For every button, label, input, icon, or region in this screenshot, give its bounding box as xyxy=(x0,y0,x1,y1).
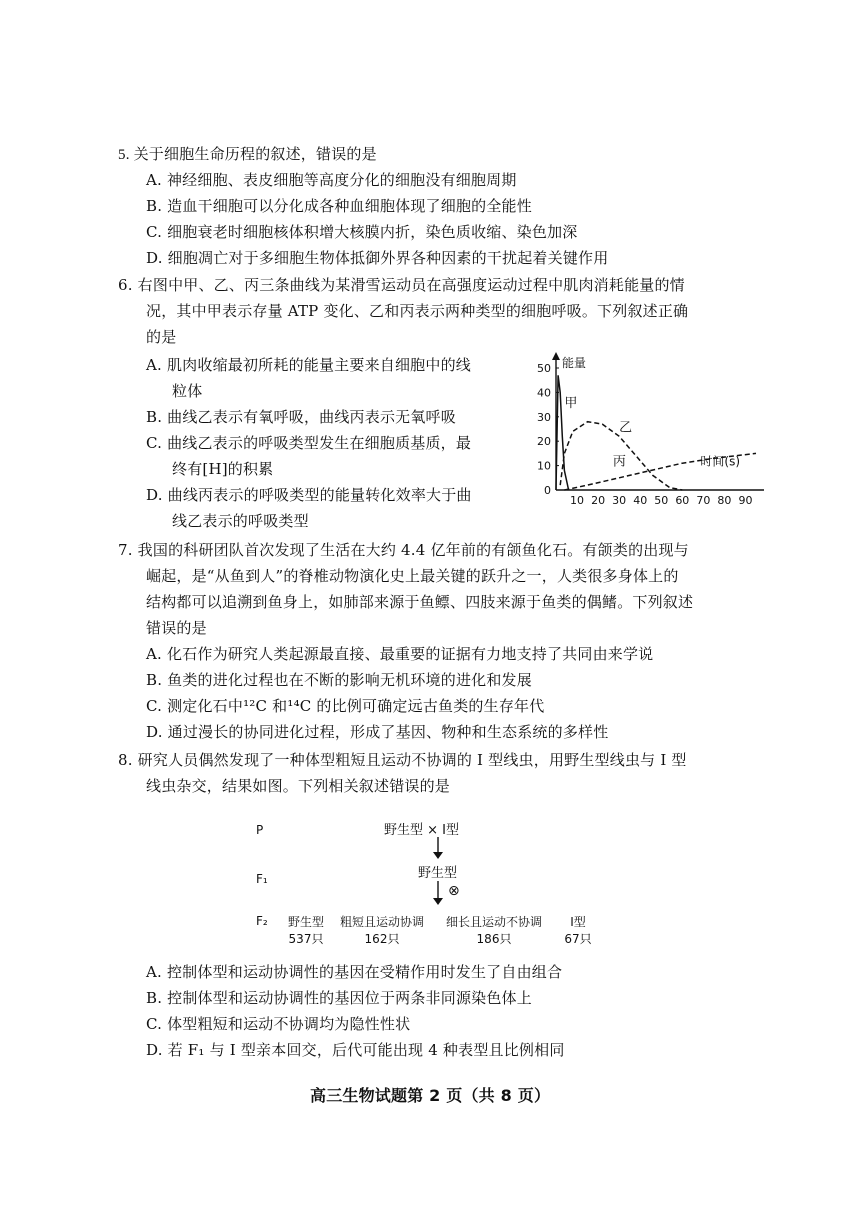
q6-stem-line-1: 6. 右图中甲、乙、丙三条曲线为某滑雪运动员在高强度运动过程中肌肉消耗能量的情 xyxy=(118,276,685,294)
x-axis-label: 时间(s) xyxy=(700,454,741,469)
y-tick-label: 10 xyxy=(537,459,551,473)
f2-count: 67只 xyxy=(564,932,592,946)
series-label: 甲 xyxy=(564,396,578,412)
q7-stem-line-1: 7. 我国的科研团队首次发现了生活在大约 4.4 亿年前的有颌鱼化石。有颌类的出现与 xyxy=(118,541,689,559)
y-tick-label: 20 xyxy=(537,435,551,449)
f2-count: 537只 xyxy=(288,932,324,946)
q7-option-b: B. 鱼类的进化过程也在不断的影响无机环境的进化和发展 xyxy=(146,671,532,689)
f2-class xyxy=(332,913,432,947)
y-tick-label: 40 xyxy=(537,386,551,400)
arrow-head-f1-to-f2 xyxy=(433,898,443,905)
f2-count: 186只 xyxy=(476,932,512,946)
q8-option-d: D. 若 F₁ 与 Ⅰ 型亲本回交，后代可能出现 4 种表型且比例相同 xyxy=(146,1041,565,1059)
x-tick-label: 10 xyxy=(570,494,585,507)
parent-cross: 野生型 × Ⅰ型 xyxy=(384,823,459,838)
q6-stem-line-3: 的是 xyxy=(146,328,177,346)
x-tick-label: 40 xyxy=(633,494,648,507)
q8-option-b: B. 控制体型和运动协调性的基因位于两条非同源染色体上 xyxy=(146,989,532,1007)
q6-option-d: D. 曲线丙表示的呼吸类型的能量转化效率大于曲 xyxy=(146,486,472,504)
q6-option-d-cont: 线乙表示的呼吸类型 xyxy=(172,512,309,530)
self-cross-symbol: ⊗ xyxy=(448,883,460,899)
q7-stem-line-2: 崛起，是“从鱼到人”的脊椎动物演化史上最关键的跃升之一，人类很多身体上的 xyxy=(146,567,679,585)
q6-option-c: C. 曲线乙表示的呼吸类型发生在细胞质基质，最 xyxy=(146,434,472,452)
x-tick-label: 30 xyxy=(612,494,627,507)
q7-stem-line-4: 错误的是 xyxy=(146,619,207,637)
f2-count: 162只 xyxy=(364,932,400,946)
energy-chart xyxy=(530,350,770,510)
q5-option-a: A. 神经细胞、表皮细胞等高度分化的细胞没有细胞周期 xyxy=(146,171,517,189)
y-tick-label: 30 xyxy=(537,410,551,424)
f2-class xyxy=(284,913,328,947)
x-tick-label: 70 xyxy=(696,494,711,507)
y-axis-label: 能量 xyxy=(562,356,587,370)
q5-option-b: B. 造血干细胞可以分化成各种血细胞体现了细胞的全能性 xyxy=(146,197,532,215)
f2-phenotype: Ⅰ型 xyxy=(570,915,586,929)
generation-label-f2: F₂ xyxy=(256,914,268,928)
series-label: 乙 xyxy=(619,420,633,436)
generation-label-p: P xyxy=(256,823,264,837)
f1-phenotype: 野生型 xyxy=(418,866,458,881)
f2-class xyxy=(556,913,600,947)
q7-stem-line-3: 结构都可以追溯到鱼身上，如肺部来源于鱼鳔、四肢来源于鱼类的偶鳍。下列叙述 xyxy=(146,593,694,611)
series-label: 丙 xyxy=(612,454,626,470)
f2-phenotype: 粗短且运动协调 xyxy=(339,915,424,929)
f2-phenotype: 野生型 xyxy=(287,915,324,929)
q5-stem: 5. 关于细胞生命历程的叙述，错误的是 xyxy=(118,147,377,163)
q6-option-a: A. 肌肉收缩最初所耗的能量主要来自细胞中的线 xyxy=(146,356,471,374)
q6-stem-line-2: 况，其中甲表示存量 ATP 变化、乙和丙表示两种类型的细胞呼吸。下列叙述正确 xyxy=(146,302,689,320)
f2-phenotype: 细长且运动不协调 xyxy=(445,915,542,929)
page-footer: 高三生物试题第 2 页（共 8 页） xyxy=(310,1086,551,1105)
q5-option-c: C. 细胞衰老时细胞核体积增大核膜内折，染色质收缩、染色加深 xyxy=(146,223,578,241)
q7-option-d: D. 通过漫长的协同进化过程，形成了基因、物种和生态系统的多样性 xyxy=(146,723,609,741)
x-tick-label: 60 xyxy=(675,494,690,507)
x-tick-label: 20 xyxy=(591,494,606,507)
q5-option-d: D. 细胞凋亡对于多细胞生物体抵御外界各种因素的干扰起着关键作用 xyxy=(146,249,609,267)
f2-class xyxy=(438,913,550,947)
y-tick-label: 0 xyxy=(544,484,551,497)
arrow-head-p-to-f1 xyxy=(433,852,443,859)
x-tick-label: 80 xyxy=(717,494,732,507)
q6-option-c-cont: 终有[H]的积累 xyxy=(172,460,274,478)
x-tick-label: 90 xyxy=(738,494,753,507)
q6-option-a-cont: 粒体 xyxy=(172,382,203,400)
q8-stem-line-2: 线虫杂交，结果如图。下列相关叙述错误的是 xyxy=(146,777,451,795)
y-axis-arrow xyxy=(552,352,560,360)
q6-option-b: B. 曲线乙表示有氧呼吸，曲线丙表示无氧呼吸 xyxy=(146,408,456,426)
x-tick-label: 50 xyxy=(654,494,669,507)
q8-stem-line-1: 8. 研究人员偶然发现了一种体型粗短且运动不协调的 Ⅰ 型线虫，用野生型线虫与 Ⅰ 型 xyxy=(118,751,687,769)
q8-option-a: A. 控制体型和运动协调性的基因在受精作用时发生了自由组合 xyxy=(146,963,563,981)
y-tick-label: 50 xyxy=(537,362,551,375)
q8-option-c: C. 体型粗短和运动不协调均为隐性性状 xyxy=(146,1015,411,1033)
cross-diagram xyxy=(250,815,610,950)
q7-option-c: C. 测定化石中¹²C 和¹⁴C 的比例可确定远古鱼类的生存年代 xyxy=(146,697,545,715)
generation-label-f1: F₁ xyxy=(256,872,268,886)
q7-option-a: A. 化石作为研究人类起源最直接、最重要的证据有力地支持了共同由来学说 xyxy=(146,645,654,663)
